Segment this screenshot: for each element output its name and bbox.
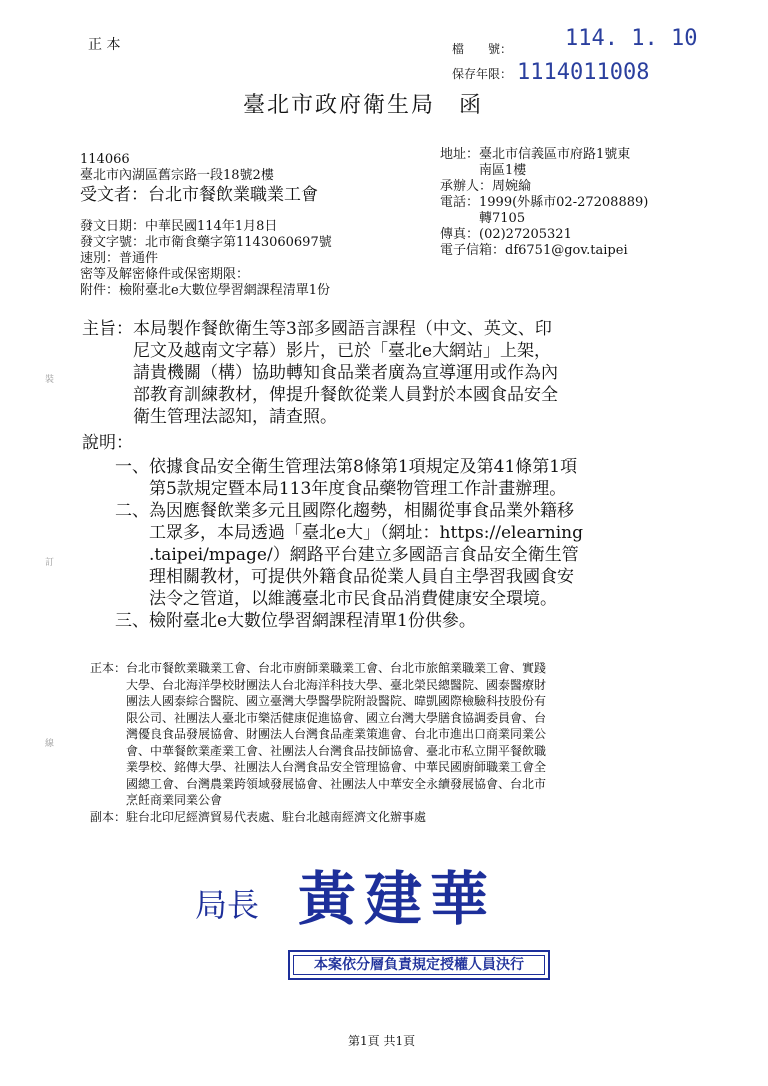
explanation-item-1-line: 一、依據食品安全衛生管理法第8條第1項規定及第41條第1項	[115, 457, 578, 477]
explanation-item-2-line: 理相關教材，可提供外籍食品從業人員自主學習我國食安	[115, 567, 574, 587]
original-recipients-line: 烹飪商業同業公會	[90, 793, 223, 807]
sender-handler: 承辦人：周婉綸	[440, 179, 532, 194]
explanation-item-2-line: 法令之管道，以維護臺北市民食品消費健康安全環境。	[115, 589, 557, 609]
copy-type-label: 正 本	[88, 37, 121, 53]
explanation-items	[115, 456, 583, 632]
original-recipients-line: 灣優良食品發展協會、財團法人台灣食品產業策進會、台北市進出口商業同業公	[90, 727, 547, 741]
authorization-stamp-text: 本案依分層負責規定授權人員決行	[314, 957, 524, 973]
recipient-address: 臺北市內湖區舊宗路一段18號2樓	[80, 168, 274, 183]
issue-date: 發文日期：中華民國114年1月8日	[80, 219, 278, 234]
original-recipients-line: 國總工會、台灣農業跨領域發展協會、社團法人中華安全永續發展協會、台北市	[90, 776, 547, 791]
subject-line: 尼文及越南文字幕）影片，已於「臺北e大網站」上架，	[82, 341, 552, 361]
sender-fax: 傳真：(02)27205321	[440, 227, 572, 242]
page-number: 第1頁 共1頁	[348, 1034, 416, 1048]
subject-line: 請貴機關（構）協助轉知食品業者廣為宣導運用或作為內	[82, 363, 558, 383]
sender-phone-line-2: 轉7105	[440, 211, 526, 226]
director-title: 局長	[195, 886, 260, 924]
binding-mark: 訂	[45, 558, 55, 568]
file-number-stamp: 114. 1. 10	[565, 26, 698, 51]
sender-email: 電子信箱：df6751@gov.taipei	[440, 243, 628, 258]
file-number-label: 檔 號：	[452, 42, 513, 56]
explanation-item-2-line: 二、為因應餐飲業多元且國際化趨勢，相關從事食品業外籍移	[115, 501, 574, 521]
subject-block	[82, 318, 558, 428]
subject-line: 主旨：本局製作餐飲衛生等3部多國語言課程（中文、英文、印	[82, 319, 552, 339]
subject-line: 衛生管理法認知，請查照。	[82, 407, 337, 427]
original-recipients-line: 正本：台北市餐飲業職業工會、台北市廚師業職業工會、台北市旅館業職業工會、實踐	[90, 661, 547, 675]
original-recipients-line: 業學校、銘傳大學、社團法人台灣食品安全管理協會、中華民國廚師職業工會全	[90, 760, 547, 774]
original-recipients-line: 限公司、社團法人臺北市樂活健康促進協會、國立台灣大學膳食協調委員會、台	[90, 710, 547, 725]
retention-stamp: 1114011008	[517, 60, 650, 85]
director-signature: 黃建華	[298, 865, 497, 933]
explanation-item-1-line: 第5款規定暨本局113年度食品藥物管理工作計畫辦理。	[115, 479, 567, 499]
recipient-postal-code: 114066	[80, 152, 130, 167]
sender-address-line-2: 南區1樓	[440, 163, 527, 178]
document-title: 臺北市政府衛生局 函	[243, 93, 484, 118]
sender-phone-line-1: 電話：1999(外縣市02-27208889)	[440, 195, 649, 210]
explanation-item-2-line: .taipei/mpage/）網路平台建立多國語言食品安全衛生管	[115, 545, 579, 565]
binding-mark: 裝	[45, 375, 55, 385]
delivery-speed: 速別：普通件	[80, 251, 159, 266]
explanation-item-2-line: 工眾多，本局透過「臺北e大」（網址：https://elearning	[115, 523, 583, 543]
sender-address-line-1: 地址：臺北市信義區市府路1號東	[440, 147, 631, 162]
original-recipients-line: 大學、台北海洋學校財團法人台北海洋科技大學、臺北榮民總醫院、國泰醫療財	[90, 677, 547, 692]
original-recipients-line: 團法人國泰綜合醫院、國立臺灣大學醫學院附設醫院、暐凱國際檢驗科技股份有	[90, 694, 547, 708]
binding-mark: 線	[45, 739, 55, 749]
explanation-heading: 說明：	[82, 433, 133, 453]
attachment: 附件：檢附臺北e大數位學習網課程清單1份	[80, 283, 330, 298]
original-recipients-line: 會、中華餐飲業產業工會、社團法人台灣食品技師協會、臺北市私立開平餐飲職	[90, 743, 547, 758]
subject-line: 部教育訓練教材，俾提升餐飲從業人員對於本國食品安全	[82, 385, 558, 405]
retention-label: 保存年限：	[452, 67, 513, 81]
explanation-item-3-line: 三、檢附臺北e大數位學習網課程清單1份供參。	[115, 611, 476, 631]
sender-info	[440, 147, 648, 259]
secrecy-level: 密等及解密條件或保密期限：	[80, 267, 250, 282]
document-number: 發文字號：北市衛食藥字第1143060697號	[80, 235, 332, 250]
distribution-original	[90, 660, 546, 809]
authorization-stamp	[288, 950, 550, 980]
recipient-name: 受文者：台北市餐飲業職業工會	[80, 185, 318, 205]
distribution-copy: 副本：駐台北印尼經濟貿易代表處、駐台北越南經濟文化辦事處	[90, 810, 427, 824]
document-meta	[80, 219, 332, 299]
